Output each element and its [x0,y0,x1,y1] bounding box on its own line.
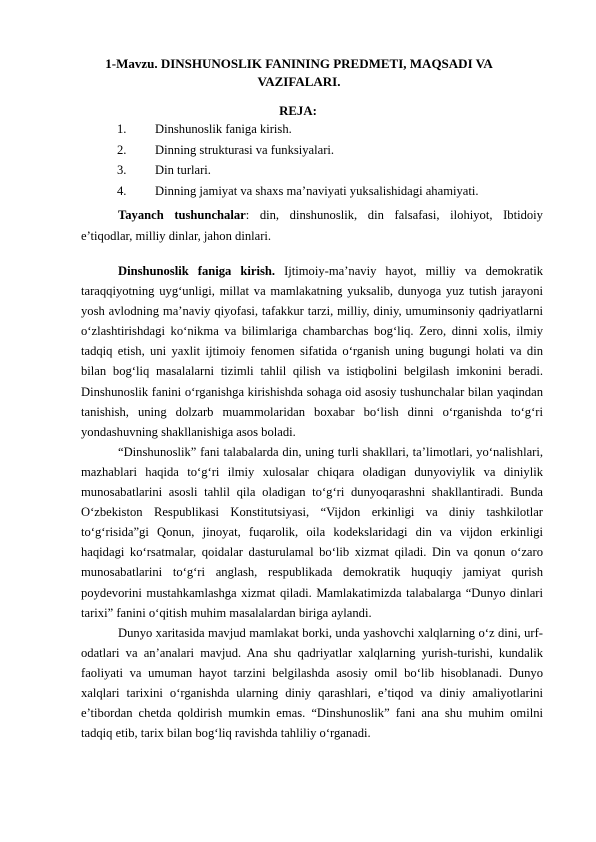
plan-item-text: Dinshunoslik faniga kirish. [155,122,292,136]
paragraph-1-text: Ijtimoiy-ma’naviy hayot, milliy va demokratik taraqqiyotning uyg‘unligi, millat va mamlakatning yuksalib, dunyoga yuz tutish jarayoni yosh avlodning ma’naviy qiyofasi, tafakkur tarzi, milliy, diniy, umuminsoniy qadriyatlarni o‘zlashtirishdagi ko‘nikma va bilimlariga chambarchas bog‘liq. Zero, dinni xolis, ilmiy tadqiq etish, uni yaxlit ijtimoiy fenomen sifatida o‘rganish uning bugungi holati va din bilan bog‘liq masalalarni tizimli tahlil qilish va istiqbolini belgilash imkonini beradi. Dinshunoslik fanini o‘rganishga kirishishda sohaga oid asosiy tushunchalar bilan yaqindan tanishish, uning dolzarb muammolaridan boxabar bo‘lish dinni o‘rganishda to‘g‘ri yondashuvning shakllanishiga asos boladi. [81,264,544,439]
title-line-2: VAZIFALARI. [257,73,341,89]
key-concepts-paragraph [81,205,543,247]
plan-list [117,121,557,203]
plan-item-1 [117,121,557,142]
title-line-1: 1-Mavzu. DINSHUNOSLIK FANINING PREDMETI, MAQSADI VA [105,56,493,71]
main-body [81,261,543,743]
plan-item-text: Din turlari. [155,163,211,177]
plan-item-number: 2. [117,142,127,157]
plan-item-number: 1. [117,122,127,136]
plan-heading: REJA: [279,104,317,118]
plan-item-2 [117,142,557,163]
paragraph-2: “Dinshunoslik” fani talabalarda din, uning turli shakllari, ta’limotlari, yo‘nalishlari, mazhablari haqida to‘g‘ri ilmiy xulosalar chiqara oladigan dunyoviylik va diniylik munosabatlarini asosli tahlil qila oladigan to‘g‘ri dunyoqarashni shakllantiradi. Bunda O‘zbekiston Respublikasi Konstitutsiyasi, “Vijdon erkinligi va diniy tashkilotlar to‘g‘risida”gi Qonun, jinoyat, fuqarolik, oila kodekslaridagi din va vijdon erkinligi haqidagi ko‘rsatmalar, qoidalar dasturulamal bo‘lib xizmat qiladi. Din va qonun o‘zaro munosabatlarini to‘g‘ri anglash, respublikada demokratik huquqiy jamiyat qurish poydevorini mustahkamlashga xizmat qiladi. Mamlakatimizda talabalarga “Dunyo dinlari tarixi” fanini o‘qitish muhim masalalardan biriga aylandi. [81,444,543,620]
plan-item-text: Dinning strukturasi va funksiyalari. [155,142,335,157]
key-concepts-text: : din, dinshunoslik, din falsafasi, ilohiyot, Ibtidoiy e’tiqodlar, milliy dinlar, jahon dinlari. [81,208,543,243]
plan-item-3 [117,162,557,183]
page-title [60,55,538,90]
plan-item-text: Dinning jamiyat va shaxs ma’naviyati yuksalishidagi ahamiyati. [155,183,479,198]
key-concepts-label: Tayanch tushunchalar [118,208,246,222]
section-heading: Dinshunoslik faniga kirish. [118,264,276,278]
paragraph-3: Dunyo xaritasida mavjud mamlakat borki, unda yashovchi xalqlarning o‘z dini, urf-odatlari va an’analari mavjud. Ana shu qadriyatlar xalqlarning yurish-turishi, kundalik faoliyati va umuman hayot tarzini belgilashda asosiy omil bo‘lib hisoblanadi. Dunyo xalqlari tarixini o‘rganishda ularning diniy qarashlari, e’tiqod va diniy amaliyotlarini e’tibordan chetda qoldirish mumkin emas. “Dinshunoslik” fani ana shu muhim omilni tadqiq etib, tarix bilan bog‘liq ravishda tahliliy o‘rganadi. [81,625,543,741]
paragraph-1 [81,261,543,442]
plan-item-number: 4. [117,183,127,198]
plan-item-number: 3. [117,163,127,177]
plan-item-4 [117,183,557,204]
